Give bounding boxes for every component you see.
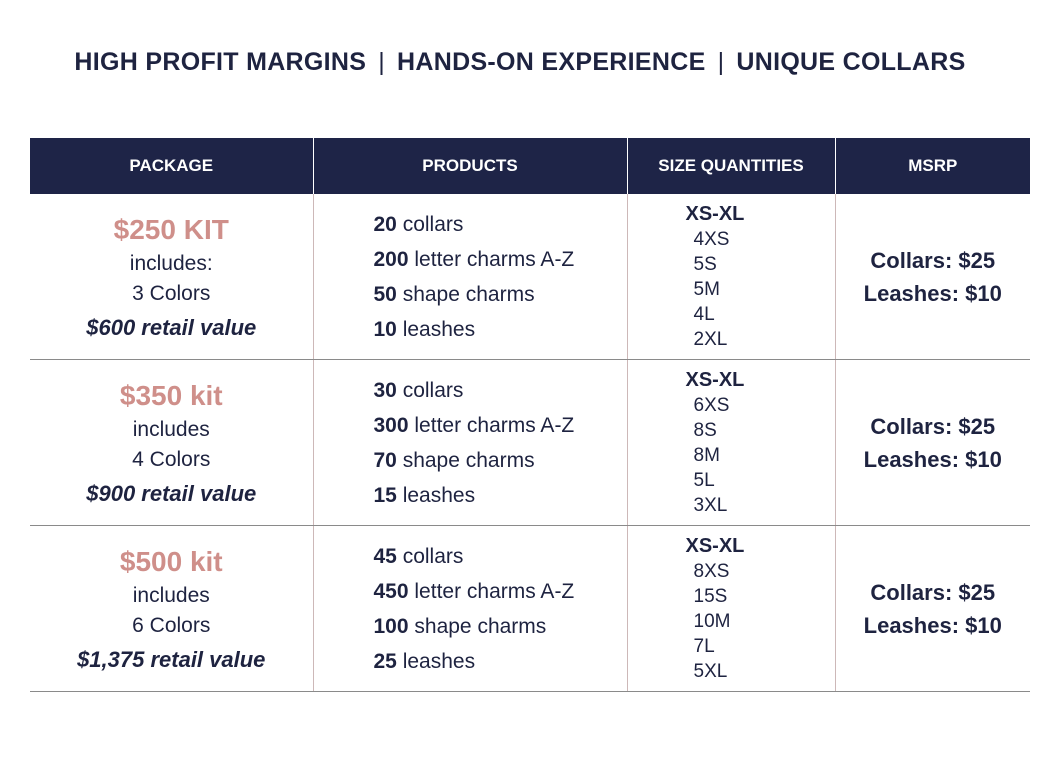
size-qty: 2XL <box>693 328 728 350</box>
size-qty: 6XS <box>693 394 730 416</box>
product-line: 70 shape charms <box>373 448 535 472</box>
product-line: 200 letter charms A-Z <box>373 247 575 271</box>
msrp-collars: Collars: $25 <box>870 413 996 439</box>
sizes-cell <box>627 526 835 692</box>
products-cell <box>313 360 627 526</box>
product-line: 15 leashes <box>373 483 476 507</box>
headline-separator: | <box>378 48 386 76</box>
headline-collars: UNIQUE COLLARS <box>736 48 966 76</box>
size-qty: 5XL <box>693 660 728 682</box>
table-header-row <box>30 138 1030 194</box>
msrp-collars: Collars: $25 <box>870 247 996 273</box>
msrp-cell <box>835 194 1030 360</box>
size-qty: 8XS <box>693 560 730 582</box>
includes-label: includes <box>132 417 210 441</box>
headline-profit: HIGH PROFIT MARGINS <box>74 48 367 76</box>
size-range: XS-XL <box>685 534 745 557</box>
product-line: 100 shape charms <box>373 614 547 638</box>
product-line: 45 collars <box>373 544 464 568</box>
kit-price: $350 kit <box>119 379 223 411</box>
table-row <box>30 526 1030 692</box>
product-line: 10 leashes <box>373 317 476 341</box>
size-qty: 5M <box>693 278 720 300</box>
headline-separator: | <box>717 48 725 76</box>
size-qty: 4L <box>693 303 715 325</box>
header-products: PRODUCTS <box>313 138 627 194</box>
msrp-cell <box>835 526 1030 692</box>
products-cell <box>313 526 627 692</box>
kits-table <box>30 138 1030 692</box>
msrp-collars: Collars: $25 <box>870 579 996 605</box>
kit-price: $250 KIT <box>113 213 229 245</box>
package-cell <box>30 194 313 360</box>
package-cell <box>30 526 313 692</box>
size-qty: 8S <box>693 419 717 441</box>
size-qty: 5L <box>693 469 715 491</box>
includes-label: includes <box>132 583 210 607</box>
msrp-cell <box>835 360 1030 526</box>
product-line: 20 collars <box>373 212 464 236</box>
product-line: 50 shape charms <box>373 282 535 306</box>
size-qty: 15S <box>693 585 728 607</box>
colors-count: 4 Colors <box>132 447 211 471</box>
size-qty: 5S <box>693 253 717 275</box>
includes-label: includes: <box>129 251 213 275</box>
size-qty: 8M <box>693 444 720 466</box>
size-qty: 4XS <box>693 228 730 250</box>
product-line: 300 letter charms A-Z <box>373 413 575 437</box>
headline <box>0 48 1040 77</box>
colors-count: 3 Colors <box>132 281 211 305</box>
product-line: 450 letter charms A-Z <box>373 579 575 603</box>
header-package: PACKAGE <box>30 138 313 194</box>
size-qty: 7L <box>693 635 715 657</box>
sizes-cell <box>627 194 835 360</box>
table-row <box>30 194 1030 360</box>
header-size-quantities: SIZE QUANTITIES <box>627 138 835 194</box>
retail-value: $600 retail value <box>86 314 257 340</box>
size-qty: 10M <box>693 610 731 632</box>
size-range: XS-XL <box>685 368 745 391</box>
retail-value: $900 retail value <box>86 480 257 506</box>
header-msrp: MSRP <box>835 138 1030 194</box>
headline-experience: HANDS-ON EXPERIENCE <box>397 48 706 76</box>
kit-price: $500 kit <box>119 545 223 577</box>
product-line: 25 leashes <box>373 649 476 673</box>
msrp-leashes: Leashes: $10 <box>863 612 1002 638</box>
table-row <box>30 360 1030 526</box>
sizes-cell <box>627 360 835 526</box>
size-qty: 3XL <box>693 494 728 516</box>
colors-count: 6 Colors <box>132 613 211 637</box>
package-cell <box>30 360 313 526</box>
product-line: 30 collars <box>373 378 464 402</box>
size-range: XS-XL <box>685 202 745 225</box>
msrp-leashes: Leashes: $10 <box>863 446 1002 472</box>
products-cell <box>313 194 627 360</box>
msrp-leashes: Leashes: $10 <box>863 280 1002 306</box>
retail-value: $1,375 retail value <box>77 646 266 672</box>
